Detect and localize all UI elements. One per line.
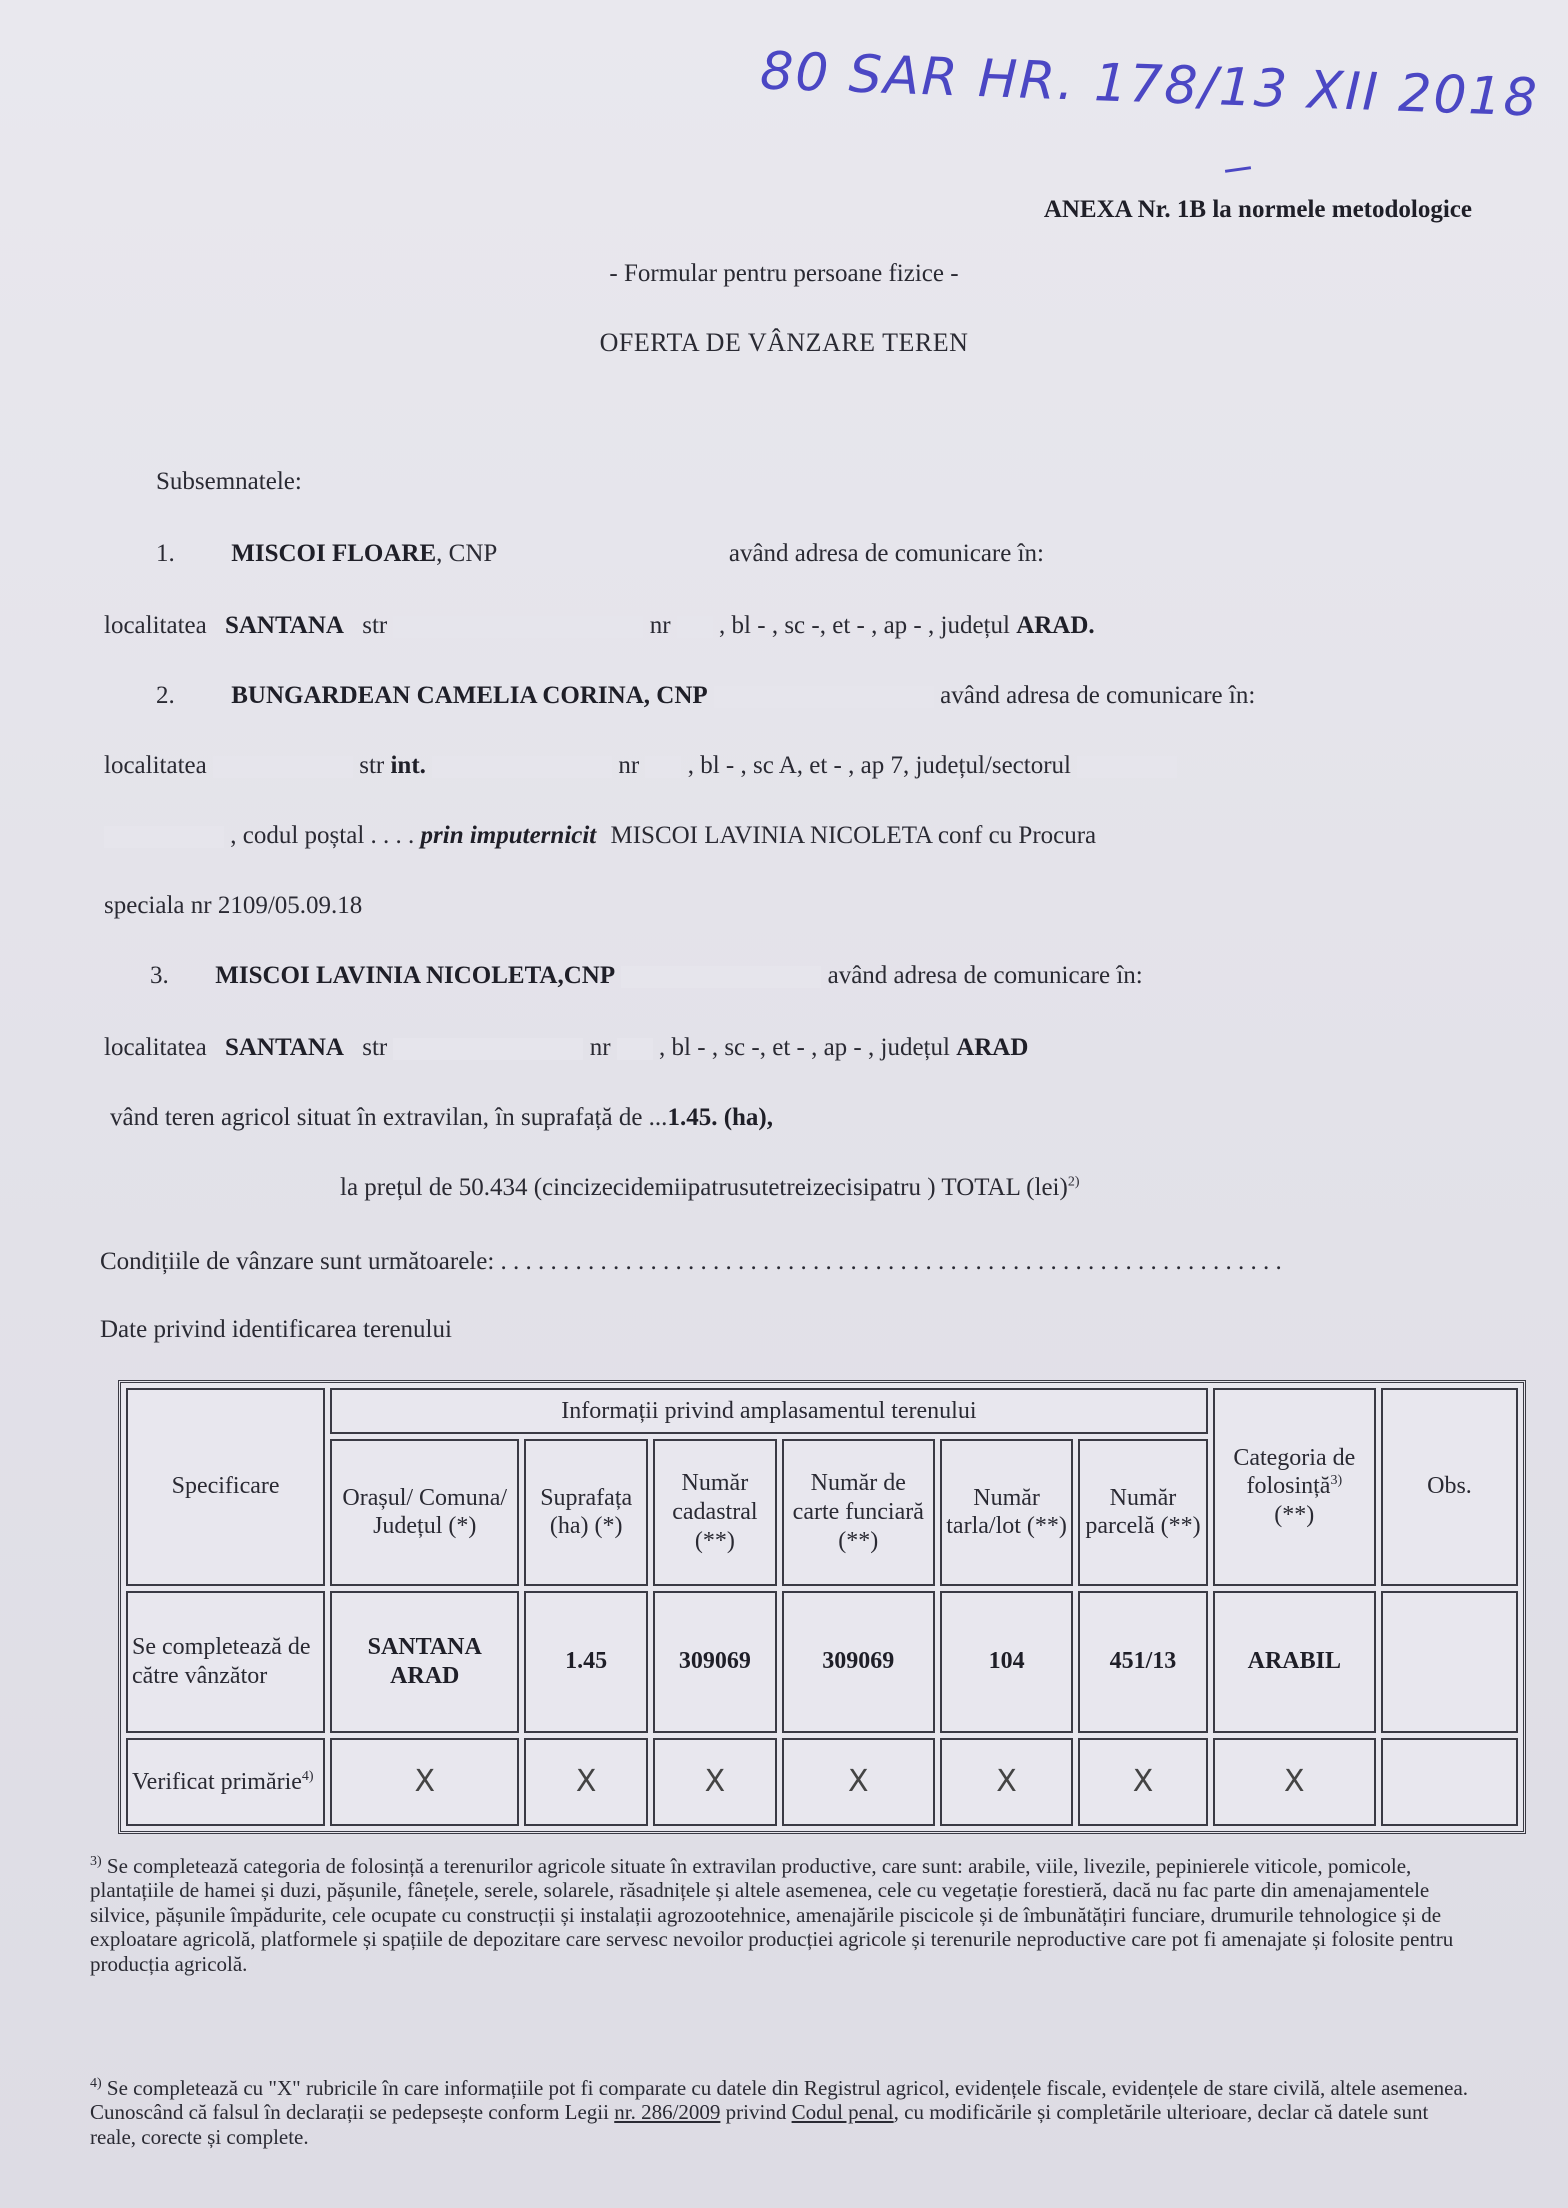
footnote-4 xyxy=(90,2072,1470,2149)
table-row xyxy=(126,1738,1518,1826)
redacted-sector xyxy=(1077,756,1177,778)
number-label: nr xyxy=(618,752,640,779)
check-mark-cadastral: X xyxy=(653,1738,777,1826)
seller-3-num: 3. xyxy=(150,962,169,989)
cell-oras: SANTANA ARAD xyxy=(330,1591,519,1733)
law-reference: nr. 286/2009 xyxy=(614,2100,721,2125)
locality-label: localitatea xyxy=(104,612,207,639)
redacted-street xyxy=(432,756,612,778)
seller-3-details: , bl - , sc -, et - , ap - , județul xyxy=(659,1034,950,1061)
street-label: str xyxy=(359,752,385,779)
check-mark-oras: X xyxy=(330,1738,519,1826)
check-mark-suprafata: X xyxy=(524,1738,648,1826)
number-label: nr xyxy=(649,612,671,639)
seller-2-name: BUNGARDEAN CAMELIA CORINA, CNP xyxy=(231,682,708,709)
seller-1-num: 1. xyxy=(156,540,175,567)
cell-cadastral: 309069 xyxy=(653,1591,777,1733)
seller-2-address-label: având adresa de comunicare în: xyxy=(940,682,1256,709)
seller-3-line xyxy=(150,962,1143,990)
header-suprafata: Suprafața (ha) (*) xyxy=(524,1439,648,1586)
footnote-3 xyxy=(90,1850,1470,1976)
street-label: str xyxy=(362,1034,388,1061)
form-subtitle: - Formular pentru persoane fizice - xyxy=(609,260,959,287)
document-title: OFERTA DE VÂNZARE TEREN xyxy=(599,328,969,357)
row-label-seller: Se completează de către vânzător xyxy=(126,1591,325,1733)
footnote-4-text-end: , cu modificările și completările ulterioare, declar că datele sunt reale, corecte și complete. xyxy=(90,2100,1429,2149)
identification-heading: Date privind identificarea terenului xyxy=(100,1316,452,1343)
cell-categoria: ARABIL xyxy=(1213,1591,1376,1733)
seller-2-street-prefix: int. xyxy=(390,752,426,779)
seller-3-address-label: având adresa de comunicare în: xyxy=(827,962,1143,989)
header-location-group: Informații privind amplasamentul terenului xyxy=(330,1388,1208,1434)
footnote-3-text: Se completează categoria de folosință a terenurilor agricole situate în extravilan productive, care sunt: arabile, viile, livezile, pepinierele viticole, pomicole, plantațiile de hamei și duzi, pășunile, fânețele, serele, solarele, răsadnițele și altele asemenea, cele cu vegetație forestieră, dacă nu fac parte din amenajamentele silvice, pășunile împădurite, cele ocupate cu construcții și instalații agrozootehnice, amenajările piscicole și de îmbunătățiri funciare, drumurile tehnologice și de exploatare agricolă, platformele și spațiile de depozitare care servesc nevoilor producției agricole și terenurile neproductive care pot fi amenajate și folosite pentru producția agricolă. xyxy=(90,1854,1454,1976)
verified-footnote-ref: 4) xyxy=(301,1768,314,1784)
verified-label: Verificat primărie xyxy=(132,1768,302,1795)
seller-2-postal-line xyxy=(104,822,1096,850)
check-mark-categoria: X xyxy=(1213,1738,1376,1826)
header-parcela: Număr parcelă (**) xyxy=(1078,1439,1207,1586)
check-mark-tarla: X xyxy=(940,1738,1073,1826)
seller-1-details: , bl - , sc -, et - , ap - , județul xyxy=(719,612,1010,639)
seller-2-details: , bl - , sc A, et - , ap 7, județul/sectorul xyxy=(687,752,1071,779)
redacted-number xyxy=(617,1038,653,1060)
categoria-label: Categoria de folosință xyxy=(1233,1444,1356,1500)
seller-1-locality: SANTANA xyxy=(224,612,344,639)
seller-3-locality: SANTANA xyxy=(224,1034,344,1061)
redacted-locality xyxy=(213,756,353,778)
seller-3-cnp-label: ,CNP xyxy=(557,962,616,989)
price-text: la prețul de 50.434 (cincizecidemiipatrusutetreizecisipatru ) TOTAL (lei) xyxy=(340,1174,1068,1201)
seller-1-cnp-label: , CNP xyxy=(436,540,497,567)
cell-obs-verified xyxy=(1381,1738,1518,1826)
price-footnote-ref: 2) xyxy=(1067,1174,1080,1190)
header-cadastral: Număr cadastral (**) xyxy=(653,1439,777,1586)
table-row xyxy=(126,1591,1518,1733)
intro-text: Subsemnatele: xyxy=(156,468,302,495)
land-line xyxy=(110,1104,773,1132)
seller-1-address-label: având adresa de comunicare în: xyxy=(728,540,1044,567)
locality-label: localitatea xyxy=(104,752,207,779)
check-mark-parcela: X xyxy=(1078,1738,1207,1826)
cell-tarla: 104 xyxy=(940,1591,1073,1733)
seller-3-name: MISCOI LAVINIA NICOLETA xyxy=(215,962,558,989)
categoria-footnote-ref: 3) xyxy=(1330,1473,1343,1489)
proxy-text: MISCOI LAVINIA NICOLETA conf cu Procura xyxy=(610,822,1097,849)
handwritten-underline xyxy=(1225,166,1251,173)
header-carte-funciara: Număr de carte funciară (**) xyxy=(782,1439,935,1586)
check-mark-carte: X xyxy=(782,1738,935,1826)
redacted-number xyxy=(677,616,713,638)
categoria-tail: (**) xyxy=(1274,1502,1315,1529)
cell-suprafata: 1.45 xyxy=(524,1591,648,1733)
redacted-cnp xyxy=(714,686,934,708)
price-line xyxy=(340,1174,1079,1202)
proxy-text-continued: speciala nr 2109/05.09.18 xyxy=(104,892,363,919)
cell-parcela: 451/13 xyxy=(1078,1591,1207,1733)
cell-obs xyxy=(1381,1591,1518,1733)
seller-2-locality-line xyxy=(104,752,1177,780)
header-tarla: Număr tarla/lot (**) xyxy=(940,1439,1073,1586)
row-label-verified xyxy=(126,1738,325,1826)
seller-3-county: ARAD xyxy=(956,1034,1029,1061)
seller-2-postal: , codul poștal . . . . xyxy=(230,822,415,849)
redacted-sector-cont xyxy=(104,826,224,848)
header-categoria xyxy=(1213,1388,1376,1586)
seller-2-num: 2. xyxy=(156,682,175,709)
redacted-street xyxy=(393,1038,583,1060)
footnote-4-text-cont: privind xyxy=(725,2100,787,2125)
redacted-street xyxy=(393,616,643,638)
sale-conditions: Condițiile de vânzare sunt următoarele: . . . . . . . . . . . . . . . . . . . . . . . . . . . . . . . . . . . . . . . . . . . . . . . . . . . . . . . . . . . . . . . xyxy=(100,1248,1282,1275)
seller-1-name: MISCOI FLOARE xyxy=(231,540,437,567)
cell-carte-funciara: 309069 xyxy=(782,1591,935,1733)
footnote-4-number: 4) xyxy=(90,2076,102,2091)
seller-1-line xyxy=(156,540,1044,568)
land-identification-table xyxy=(118,1380,1526,1834)
proxy-label: prin imputernicit xyxy=(420,822,597,849)
redacted-cnp xyxy=(621,966,821,988)
penal-code-reference: Codul penal xyxy=(791,2100,894,2125)
redacted-number xyxy=(645,756,681,778)
street-label: str xyxy=(362,612,388,639)
seller-2-line xyxy=(156,682,1255,710)
annex-title: ANEXA Nr. 1B la normele metodologice xyxy=(1043,196,1472,223)
handwritten-registration-note: 80 SAR HR. 178/13 XII 2018 xyxy=(759,41,1540,129)
number-label: nr xyxy=(589,1034,611,1061)
header-specificare: Specificare xyxy=(126,1388,325,1586)
redacted-cnp xyxy=(503,544,723,566)
seller-1-locality-line xyxy=(104,612,1095,640)
seller-1-county: ARAD. xyxy=(1016,612,1095,639)
land-area: 1.45. (ha), xyxy=(667,1104,773,1131)
seller-3-locality-line xyxy=(104,1034,1028,1062)
locality-label: localitatea xyxy=(104,1034,207,1061)
footnote-4-text: Se completează cu "X" rubricile în care informațiile pot fi comparate cu datele din Registrul agricol, evidențele fiscale, evidențele de stare civilă, altele asemenea. Cunoscând că falsul în declarații se pedepsește conform Legii xyxy=(90,2076,1469,2125)
header-oras: Orașul/ Comuna/ Județul (*) xyxy=(330,1439,519,1586)
header-obs: Obs. xyxy=(1381,1388,1518,1586)
footnote-3-number: 3) xyxy=(90,1854,102,1869)
land-text: vând teren agricol situat în extravilan, în suprafață de ... xyxy=(110,1104,668,1131)
